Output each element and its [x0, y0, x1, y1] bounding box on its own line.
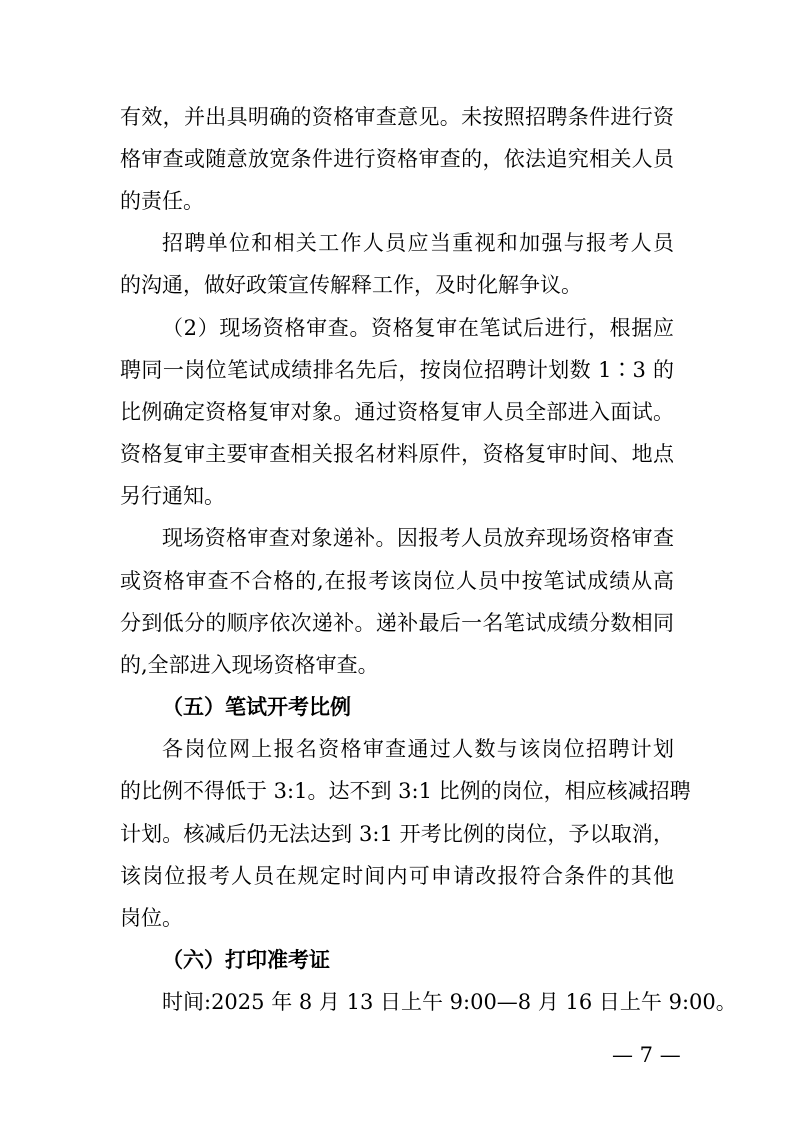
paragraph-first-line: 各岗位网上报名资格审查通过人数与该岗位招聘计划 — [162, 737, 674, 761]
text-line: 比例确定资格复审对象。通过资格复审人员全部进入面试。 — [120, 400, 674, 424]
text-line: 的责任。 — [120, 189, 204, 213]
text-line: 计划。核减后仍无法达到 3:1 开考比例的岗位，予以取消， — [120, 822, 674, 846]
section-heading: （六）打印准考证 — [162, 947, 330, 972]
text-line: 有效，并出具明确的资格审查意见。未按照招聘条件进行资 — [120, 105, 674, 129]
text-line: 岗位。 — [120, 906, 183, 930]
text-line: 资格复审主要审查相关报名材料原件，资格复审时间、地点 — [120, 442, 674, 466]
text-line: 另行通知。 — [120, 484, 225, 508]
text-line: 的比例不得低于 3:1。达不到 3:1 比例的岗位，相应核减招聘 — [120, 779, 691, 803]
text-line: 格审查或随意放宽条件进行资格审查的，依法追究相关人员 — [120, 147, 674, 171]
text-line: 该岗位报考人员在规定时间内可申请改报符合条件的其他 — [120, 864, 674, 888]
text-line: 的沟通，做好政策宣传解释工作，及时化解争议。 — [120, 273, 582, 297]
paragraph-first-line: 时间:2025 年 8 月 13 日上午 9:00—8 月 16 日上午 9:00。 — [162, 990, 737, 1014]
paragraph-first-line: 现场资格审查对象递补。因报考人员放弃现场资格审查 — [162, 526, 674, 550]
text-line: 聘同一岗位笔试成绩排名先后，按岗位招聘计划数 1∶3 的 — [120, 358, 674, 382]
text-line: 或资格审查不合格的,在报考该岗位人员中按笔试成绩从高 — [120, 569, 674, 593]
page-number: — 7 — — [612, 1043, 681, 1067]
text-line: 分到低分的顺序依次递补。递补最后一名笔试成绩分数相同 — [120, 611, 674, 635]
section-heading: （五）笔试开考比例 — [162, 694, 351, 719]
paragraph-first-line: （2）现场资格审查。资格复审在笔试后进行，根据应 — [162, 316, 674, 340]
text-line: 的,全部进入现场资格审查。 — [120, 653, 379, 677]
paragraph-first-line: 招聘单位和相关工作人员应当重视和加强与报考人员 — [162, 231, 674, 255]
